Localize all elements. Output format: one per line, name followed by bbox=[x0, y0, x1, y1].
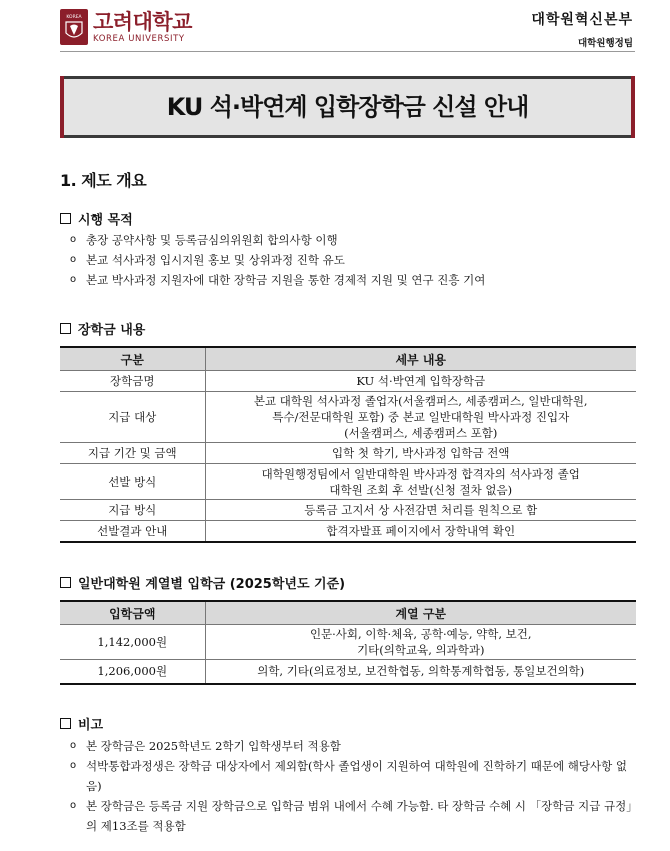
table-row bbox=[60, 521, 636, 542]
row-detail: 입학 첫 학기, 박사과정 입학금 전액 bbox=[205, 443, 636, 464]
title-accent-left bbox=[60, 76, 64, 138]
fees-heading bbox=[60, 573, 345, 592]
purpose-heading-text: 시행 목적 bbox=[78, 213, 133, 228]
row-label: 선발결과 안내 bbox=[60, 521, 205, 542]
table-row bbox=[60, 443, 636, 464]
university-logo bbox=[60, 9, 192, 45]
list-item: o 본 장학금은 등록금 지원 장학금으로 입학금 범위 내에서 수혜 가능함. 타 장학금 수혜 시 「장학금 지급 규정」의 제13조를 적용함 bbox=[60, 796, 640, 836]
fee-amount: 1,206,000원 bbox=[60, 660, 205, 684]
fee-category: 인문·사회, 이학·체육, 공학·예능, 약학, 보건, 기타(의학교육, 의과학과) bbox=[205, 625, 636, 660]
column-header: 세부 내용 bbox=[205, 347, 636, 371]
table-row bbox=[60, 464, 636, 500]
checkbox-square-icon bbox=[60, 213, 71, 224]
department-name: 대학원혁신본부 bbox=[531, 12, 633, 28]
purpose-heading bbox=[60, 209, 133, 228]
title-accent-right bbox=[631, 76, 635, 138]
row-detail: 등록금 고지서 상 사전감면 처리를 원칙으로 함 bbox=[205, 500, 636, 521]
list-item: o 본 장학금은 2025학년도 2학기 입학생부터 적용함 bbox=[60, 736, 640, 756]
fee-amount: 1,142,000원 bbox=[60, 625, 205, 660]
bullet-icon: o bbox=[69, 234, 77, 245]
page-title: KU 석·박연계 입학장학금 신설 안내 bbox=[166, 93, 529, 121]
row-detail: 본교 대학원 석사과정 졸업자(서울캠퍼스, 세종캠퍼스, 일반대학원, 특수/전문대학원 포함) 중 본교 일반대학원 박사과정 진입자 (서울캠퍼스, 세종캠퍼스 포함) bbox=[205, 392, 636, 443]
bullet-icon: o bbox=[69, 740, 77, 751]
list-item: o 총장 공약사항 및 등록금심의위원회 합의사항 이행 bbox=[60, 230, 640, 250]
checkbox-square-icon bbox=[60, 577, 71, 588]
row-label: 지급 방식 bbox=[60, 500, 205, 521]
fees-heading-text: 일반대학원 계열별 입학금 (2025학년도 기준) bbox=[78, 577, 346, 592]
scholarship-heading bbox=[60, 319, 145, 338]
list-item: o 본교 석사과정 입시지원 홍보 및 상위과정 진학 유도 bbox=[60, 250, 640, 270]
bullet-icon: o bbox=[69, 254, 77, 265]
checkbox-square-icon bbox=[60, 323, 71, 334]
remarks-list bbox=[60, 736, 640, 836]
logo-korean-name: 고려대학교 bbox=[93, 9, 192, 34]
list-item: o 본교 박사과정 지원자에 대한 장학금 지원을 통한 경제적 지원 및 연구 진흥 기여 bbox=[60, 270, 640, 290]
scholarship-table bbox=[60, 346, 636, 543]
header-divider bbox=[60, 51, 635, 52]
table-row bbox=[60, 500, 636, 521]
column-header: 구분 bbox=[60, 347, 205, 371]
remarks-heading-text: 비고 bbox=[78, 718, 104, 733]
table-row bbox=[60, 392, 636, 443]
bullet-icon: o bbox=[69, 760, 77, 771]
column-header: 입학금액 bbox=[60, 601, 205, 625]
scholarship-heading-text: 장학금 내용 bbox=[78, 323, 146, 338]
purpose-list bbox=[60, 230, 640, 290]
row-label: 장학금명 bbox=[60, 371, 205, 392]
logo-english-name: KOREA UNIVERSITY bbox=[93, 33, 185, 44]
table-row bbox=[60, 625, 636, 660]
row-detail: 합격자발표 페이지에서 장학내역 확인 bbox=[205, 521, 636, 542]
checkbox-square-icon bbox=[60, 718, 71, 729]
column-header: 계열 구분 bbox=[205, 601, 636, 625]
table-row bbox=[60, 660, 636, 684]
list-item: o 석박통합과정생은 장학금 대상자에서 제외함(학사 졸업생이 지원하여 대학원에 진학하기 때문에 해당사항 없음) bbox=[60, 756, 640, 796]
row-detail: 대학원행정팀에서 일반대학원 박사과정 합격자의 석사과정 졸업 대학원 조회 후 선발(신청 절차 없음) bbox=[205, 464, 636, 500]
remarks-heading bbox=[60, 714, 103, 733]
fees-table bbox=[60, 600, 636, 685]
table-header-row bbox=[60, 601, 636, 625]
table-header-row bbox=[60, 347, 636, 371]
row-label: 지급 대상 bbox=[60, 392, 205, 443]
section-heading: 1. 제도 개요 bbox=[60, 171, 147, 190]
university-emblem bbox=[60, 9, 88, 45]
table-row bbox=[60, 371, 636, 392]
bullet-icon: o bbox=[69, 274, 77, 285]
fee-category: 의학, 기타(의료정보, 보건학협동, 의학통계학협동, 통일보건의학) bbox=[205, 660, 636, 684]
row-label: 선발 방식 bbox=[60, 464, 205, 500]
row-label: 지급 기간 및 금액 bbox=[60, 443, 205, 464]
row-detail: KU 석·박연계 입학장학금 bbox=[205, 371, 636, 392]
title-banner bbox=[60, 76, 635, 138]
sub-department-name: 대학원행정팀 bbox=[577, 38, 633, 49]
emblem-text: KOREA bbox=[66, 15, 82, 20]
bullet-icon: o bbox=[69, 800, 77, 811]
